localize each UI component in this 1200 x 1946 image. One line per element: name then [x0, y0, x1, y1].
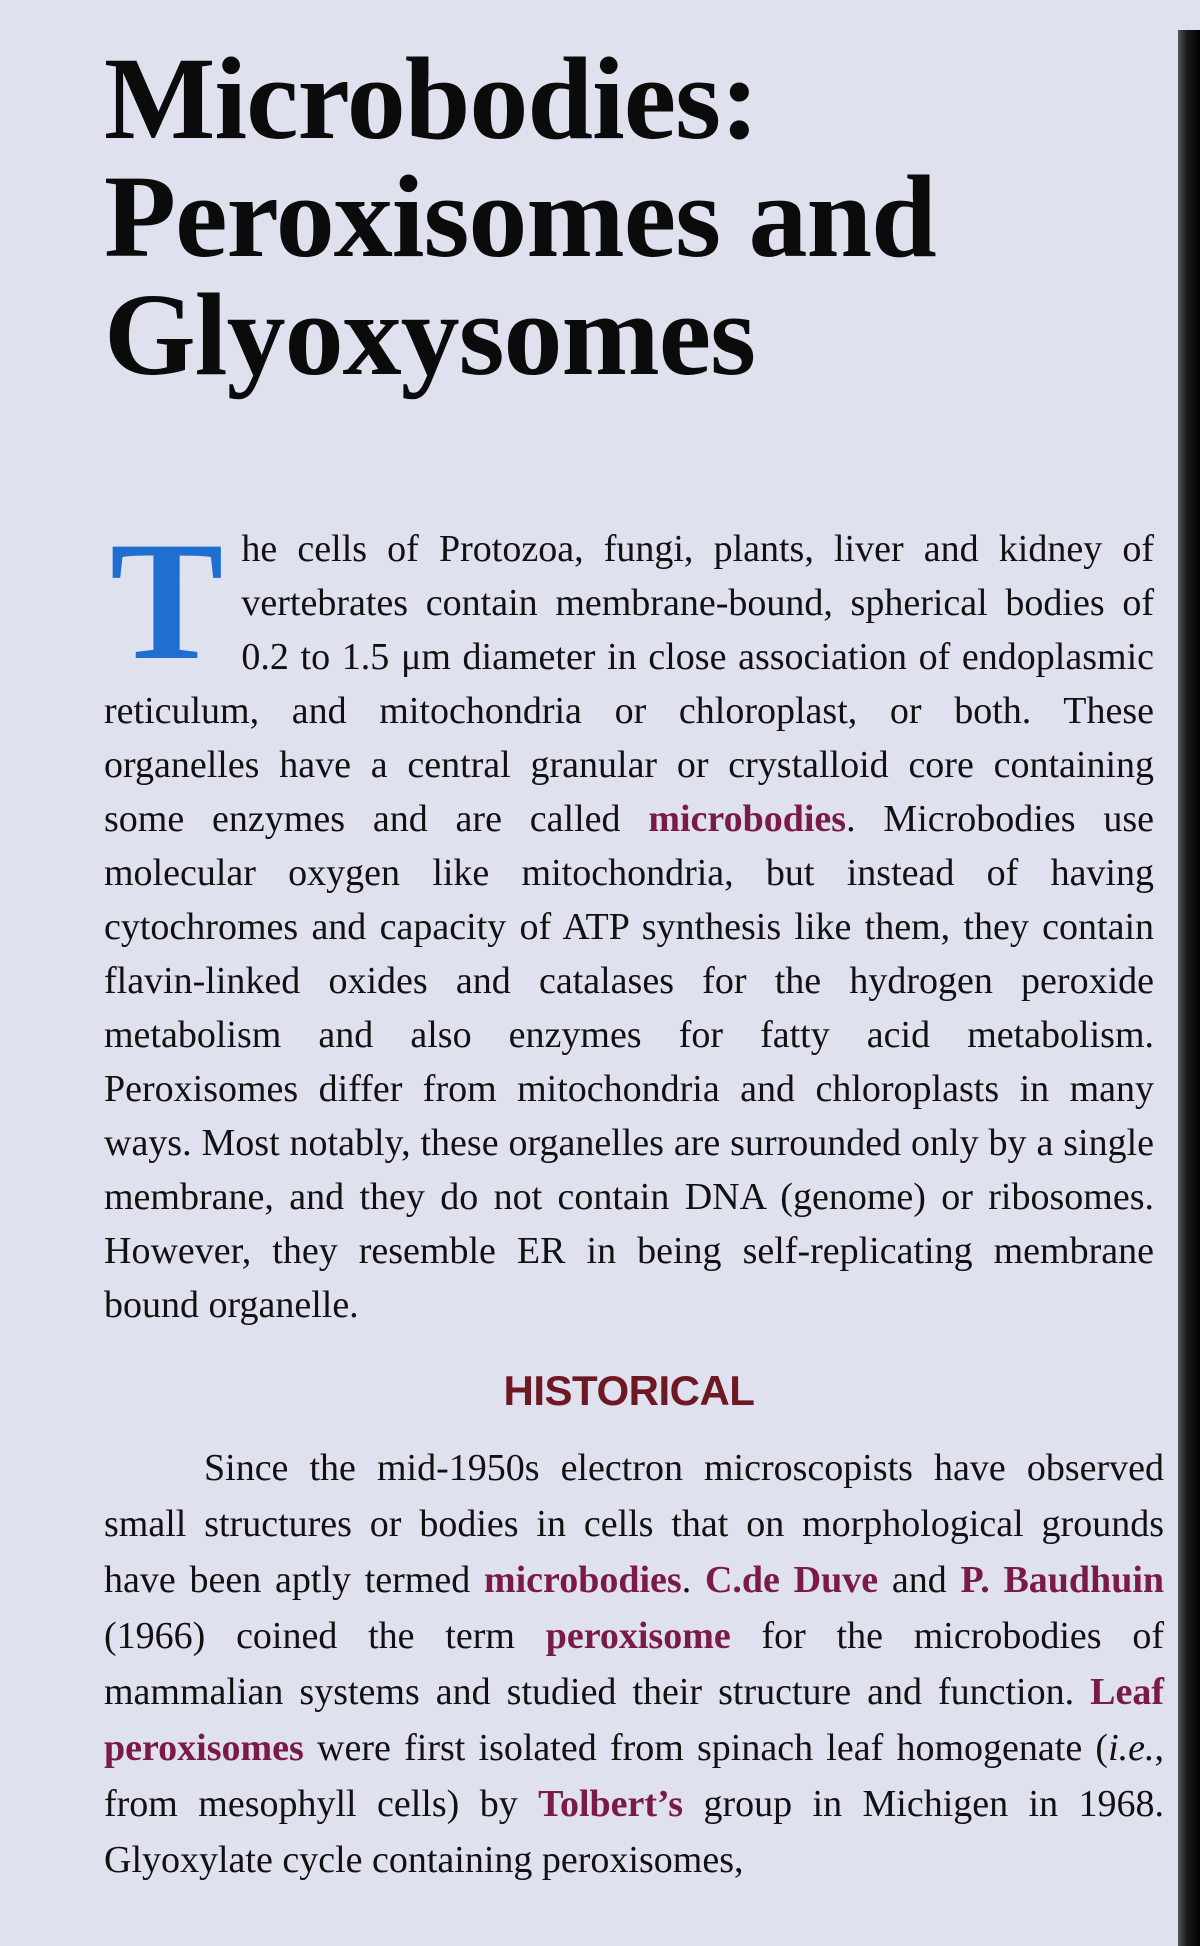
body-text: and: [878, 1559, 961, 1601]
italic-abbreviation: i.e.: [1108, 1727, 1155, 1769]
chapter-title-line: Peroxisomes and: [104, 151, 936, 282]
highlight-term: peroxisome: [545, 1615, 731, 1657]
body-text: , from mesophyll cells) by: [104, 1727, 1164, 1825]
intro-paragraph: [104, 507, 1155, 1332]
body-text: were first isolated from spinach leaf homogenate (: [303, 1727, 1109, 1769]
highlight-term: Leaf peroxisomes: [104, 1671, 1164, 1769]
drop-cap: T: [110, 507, 224, 695]
chapter-title-line: Glyoxysomes: [104, 269, 756, 400]
historical-paragraph: [104, 1440, 1164, 1888]
body-text: (1966) coined the term: [104, 1615, 546, 1657]
chapter-title-line: Microbodies:: [104, 33, 759, 164]
body-text: .: [681, 1559, 705, 1601]
page-content: [104, 33, 1165, 1888]
highlight-term: microbodies: [483, 1559, 682, 1601]
highlight-name: P. Baudhuin: [960, 1559, 1165, 1601]
body-text: Since the mid-1950s electron microscopists have observed small structures or bodies in cells that on morphological grounds have been aptly termed: [104, 1447, 1164, 1601]
section-heading-historical: HISTORICAL: [503, 1367, 755, 1414]
page-edge-shadow: [1178, 30, 1200, 1946]
body-text: for the microbodies of mammalian systems and studied their structure and function.: [104, 1615, 1164, 1713]
highlight-name: C.de Duve: [704, 1559, 879, 1601]
chapter-title: [104, 33, 1154, 400]
highlight-name: Tolbert’s: [538, 1783, 684, 1825]
body-text: group in Michigen in 1968. Glyoxylate cycle containing peroxisomes,: [104, 1783, 1165, 1881]
intro-text: he cells of Protozoa, fungi, plants, liver and kidney of vertebrates contain membrane-bound, spherical bodies of 0.2 to 1.5 μm diameter in close association of endoplasmic reticulum, and mitochondria or chloroplast, or both. These organelles have a central granular or crystalloid core containing some enzymes and are called: [104, 528, 1154, 840]
highlight-term: microbodies: [648, 798, 847, 840]
intro-text: . Microbodies use molecular oxygen like mitochondria, but instead of having cytochromes and capacity of ATP synthesis like them, they contain flavin-linked oxides and catalases for the hydrogen peroxide metabolism and also enzymes for fatty acid metabolism. Peroxisomes differ from mitochondria and chloroplasts in many ways. Most notably, these organelles are surrounded only by a single membrane, and they do not contain DNA (genome) or ribosomes. However, they resemble ER in being self-replicating membrane bound organelle.: [104, 798, 1155, 1326]
